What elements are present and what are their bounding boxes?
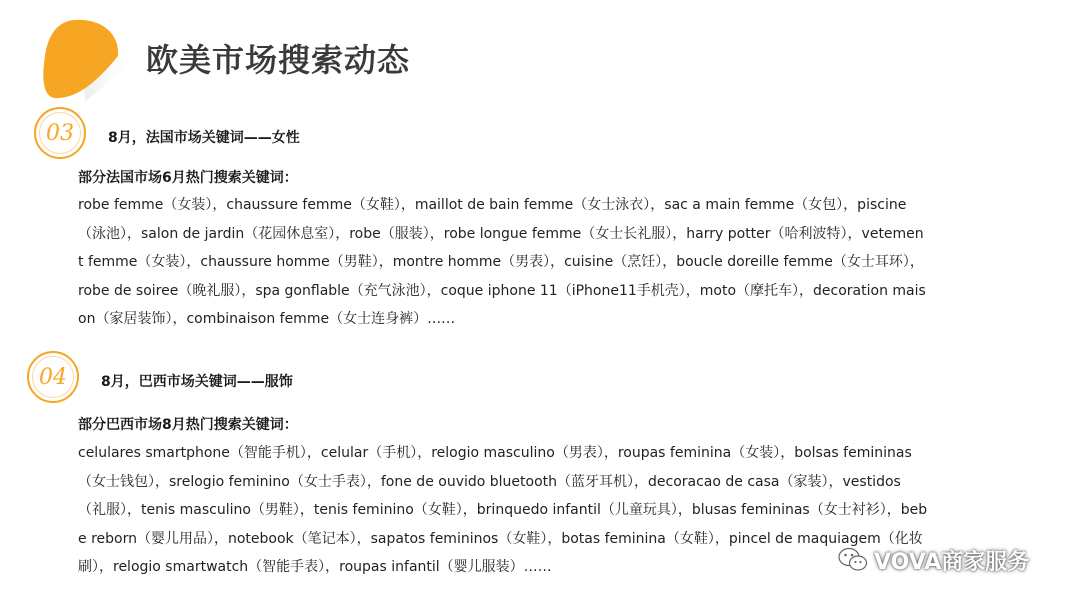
section-number: 04 [39,364,67,390]
section-subheading: 部分法国市场6月热门搜索关键词： [78,170,298,186]
section-number-badge [34,107,86,159]
keyword-list: celulares smartphone（智能手机），celular（手机），relogio masculino（男表），roupas feminina（女装），bolsas femininas（女士钱包），srelogio feminino（女士手表），fone de ouvido bluetooth（蓝牙耳机），decoracao de casa（家装），vestidos（礼服），tenis masculino（男鞋），tenis feminino（女鞋），brinquedo infantil（儿童玩具），blusas femininas（女士衬衫），bebe reborn（婴儿用品），notebook（笔记本），sapatos femininos（女鞋），botas feminina（女鞋），pincel de maquiagem（化妆刷），relogio smartwatch（智能手表），roupas infantil（婴儿服装）…… [78,445,928,575]
badge-ring [39,112,81,154]
section-subheading: 部分巴西市场8月热门搜索关键词： [78,417,298,433]
section-number-badge [27,351,79,403]
wechat-icon [838,547,868,573]
orange-leaf-shape [40,16,140,106]
section-heading: 8月，巴西市场关键词——服饰 [101,374,293,390]
watermark [838,544,1029,576]
section-heading: 8月，法国市场关键词——女性 [108,130,300,146]
watermark-text: VOVA商家服务 [874,549,1030,575]
page-title: 欧美市场搜索动态 [146,41,411,79]
section-number: 03 [46,120,74,146]
badge-ring [32,356,74,398]
keyword-list: robe femme（女装），chaussure femme（女鞋），maillot de bain femme（女士泳衣），sac a main femme（女包），piscine（泳池），salon de jardin（花园休息室），robe（服装），robe longue femme（女士长礼服），harry potter（哈利波特），vetement femme（女装），chaussure homme（男鞋），montre homme（男表），cuisine（烹饪），boucle doreille femme（女士耳环），robe de soiree（晚礼服），spa gonflable（充气泳池），coque iphone 11（iPhone11手机壳），moto（摩托车），decoration maison（家居装饰），combinaison femme（女士连身裤）…… [78,197,926,327]
